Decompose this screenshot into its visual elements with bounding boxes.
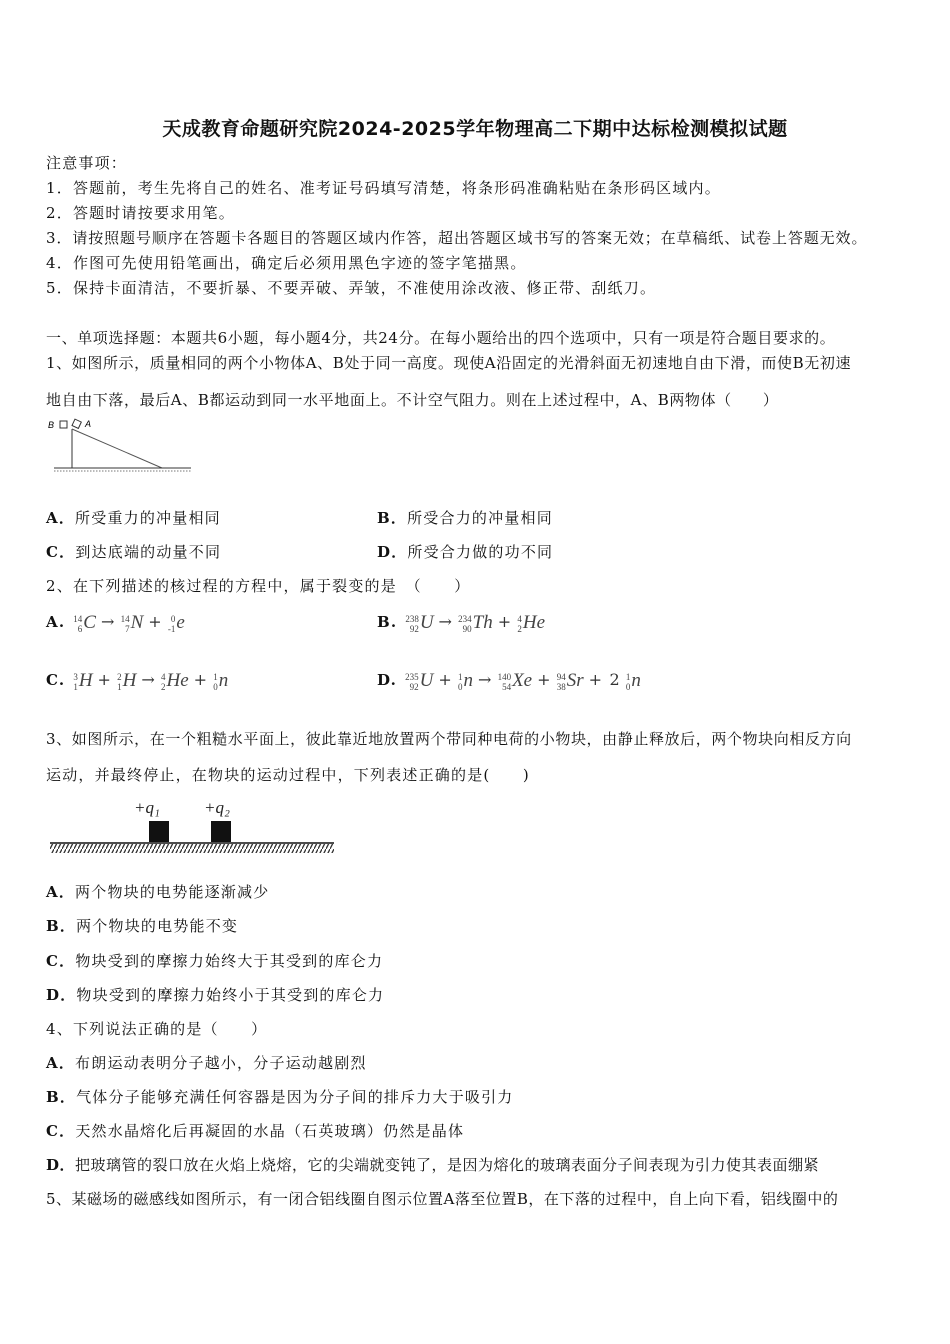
mass-number: 94 [556, 671, 566, 682]
equation-operator: + [193, 670, 209, 689]
mass-number: 235 [405, 671, 419, 682]
option-key: A． [46, 509, 76, 527]
q3-option-b[interactable] [46, 915, 238, 936]
option-key: A． [46, 883, 76, 901]
element-symbol: n [631, 670, 641, 691]
q4-option-d[interactable] [46, 1154, 819, 1175]
equation-operator: → [141, 670, 156, 689]
option-text: 把玻璃管的裂口放在火焰上烧熔，它的尖端就变钝了，是因为熔化的玻璃表面分子间表现为引力使其表面绷紧 [75, 1156, 820, 1174]
element-symbol: C [83, 612, 96, 633]
mass-number: 1 [625, 671, 631, 682]
element-symbol: n [218, 670, 229, 691]
q4-option-a[interactable] [46, 1052, 367, 1073]
mass-number: 238 [405, 613, 419, 624]
q3-stem: 3、如图所示，在一个粗糙水平面上，彼此靠近地放置两个带同种电荷的小物块，由静止释放后，两个物块向相反方向 [46, 730, 852, 748]
mass-number: 0 [170, 613, 176, 624]
notice-item: 5．保持卡面清洁，不要折暴、不要弄破、弄皱，不准使用涂改液、修正带、刮纸刀。 [46, 279, 657, 297]
atomic-number: 1 [117, 681, 122, 692]
option-key: C． [46, 543, 76, 561]
option-text: 所受重力的冲量相同 [75, 509, 221, 527]
atomic-number: 54 [502, 681, 512, 692]
atomic-number: 92 [409, 681, 419, 692]
nuclide [458, 670, 473, 692]
element-symbol: e [176, 612, 185, 633]
option-text: 物块受到的摩擦力始终小于其受到的库仑力 [76, 986, 385, 1004]
atomic-number: 2 [161, 681, 166, 692]
option-text: 到达底端的动量不同 [75, 543, 222, 561]
notice-heading: 注意事项： [46, 154, 128, 172]
option-key: C. [46, 671, 66, 689]
atomic-number: 38 [556, 681, 566, 692]
q2-option-a[interactable] [46, 612, 185, 634]
q5-stem: 5、某磁场的磁感线如图所示，有一闭合铝线圈自图示位置A落至位置B，在下落的过程中，自上向下看，铝线圈中的 [46, 1190, 839, 1208]
q3-option-d[interactable] [46, 984, 384, 1005]
section-heading: 一、单项选择题：本题共6小题，每小题4分，共24分。在每小题给出的四个选项中，只有一项是符合题目要求的。 [46, 329, 836, 347]
q3-option-c[interactable] [46, 950, 383, 971]
element-symbol: Th [472, 612, 493, 633]
charges-figure [46, 793, 336, 858]
atomic-number: 7 [125, 623, 130, 634]
label-a: A [85, 419, 92, 429]
option-key: B． [377, 509, 408, 527]
nuclide [405, 670, 433, 692]
atomic-number: 0 [625, 681, 631, 692]
q2-option-c[interactable] [46, 670, 228, 692]
mass-number: 4 [517, 613, 522, 624]
element-symbol: Sr [566, 670, 584, 691]
q1-option-d[interactable] [377, 541, 553, 562]
mass-number: 14 [73, 613, 83, 624]
element-symbol: He [522, 612, 545, 633]
option-key: B． [46, 1088, 77, 1106]
mass-number: 2 [117, 671, 122, 682]
nuclide [458, 612, 493, 634]
label-b: B [48, 420, 55, 430]
atomic-number: 0 [457, 681, 463, 692]
option-key: D． [46, 1156, 76, 1174]
incline-figure [46, 415, 196, 475]
mass-number: 14 [120, 613, 130, 624]
option-text: 物块受到的摩擦力始终大于其受到的库仑力 [75, 952, 384, 970]
option-key: C． [46, 1122, 76, 1140]
nuclide [168, 612, 185, 634]
atomic-number: 1 [73, 681, 78, 692]
option-key: D. [377, 671, 398, 689]
mass-number: 1 [457, 671, 463, 682]
option-key: A． [46, 1054, 76, 1072]
option-key: B． [46, 917, 77, 935]
atomic-number: 90 [462, 623, 472, 634]
option-text: 两个物块的电势能逐渐减少 [75, 883, 270, 901]
q1-option-c[interactable] [46, 541, 221, 562]
equation-operator: + [148, 612, 163, 631]
q4-option-b[interactable] [46, 1086, 514, 1107]
q3-option-a[interactable] [46, 881, 269, 902]
element-symbol: H [122, 670, 137, 691]
option-text: 两个物块的电势能不变 [76, 917, 239, 935]
atomic-number: 92 [409, 623, 419, 634]
option-text: 天然水晶熔化后再凝固的水晶（石英玻璃）仍然是晶体 [75, 1122, 465, 1140]
q1-stem-cont: 地自由下落，最后A、B都运动到同一水平地面上。不计空气阻力。则在上述过程中，A、B两物体（ ） [46, 391, 779, 409]
element-symbol: H [78, 670, 93, 691]
nuclide [73, 670, 92, 692]
q3-stem-cont: 运动，并最终停止，在物块的运动过程中，下列表述正确的是( ) [46, 766, 530, 784]
q1-option-b[interactable] [377, 507, 553, 528]
equation-operator: → [100, 612, 116, 631]
mass-number: 4 [161, 671, 166, 682]
mass-number: 3 [73, 671, 78, 682]
element-symbol: He [166, 670, 189, 691]
option-key: D． [46, 986, 77, 1004]
nuclide [73, 612, 96, 634]
q2-option-d[interactable] [377, 670, 641, 692]
q4-option-c[interactable] [46, 1120, 464, 1141]
atomic-number: 6 [77, 623, 83, 634]
element-symbol: n [463, 670, 473, 691]
equation-operator: + 2 [588, 670, 621, 689]
q2-option-b[interactable] [377, 612, 545, 634]
element-symbol: N [130, 612, 144, 633]
atomic-number: 2 [517, 623, 522, 634]
mass-number: 234 [458, 613, 472, 624]
nuclide [121, 612, 144, 634]
atomic-number: -1 [167, 623, 176, 634]
q4-stem: 4、下列说法正确的是（ ） [46, 1020, 268, 1038]
element-symbol: Xe [512, 670, 533, 691]
nuclide [405, 612, 433, 634]
option-text: 所受合力做的功不同 [407, 543, 554, 561]
option-text: 布朗运动表明分子越小，分子运动越剧烈 [75, 1054, 367, 1072]
nuclide [213, 670, 228, 692]
mass-number: 140 [497, 671, 512, 682]
notice-item: 3．请按照题号顺序在答题卡各题目的答题区域内作答，超出答题区域书写的答案无效；在草稿纸、试卷上答题无效。 [46, 229, 868, 247]
q1-stem: 1、如图所示，质量相同的两个小物体A、B处于同一高度。现使A沿固定的光滑斜面无初速地自由下滑，而使B无初速 [46, 354, 852, 372]
nuclide [161, 670, 189, 692]
atomic-number: 0 [213, 681, 218, 692]
charge-q1-label: +q₁ [134, 798, 160, 817]
option-key: D． [377, 543, 408, 561]
option-text: 所受合力的冲量相同 [407, 509, 553, 527]
equation-operator: → [477, 670, 493, 689]
option-key: A. [46, 613, 66, 631]
nuclide [626, 670, 641, 692]
element-symbol: U [419, 612, 434, 633]
mass-number: 1 [213, 671, 218, 682]
option-text: 气体分子能够充满任何容器是因为分子间的排斥力大于吸引力 [76, 1088, 514, 1106]
q1-option-a[interactable] [46, 507, 221, 528]
notice-item: 2．答题时请按要求用笔。 [46, 204, 235, 222]
equation-operator: + [97, 670, 113, 689]
q2-stem: 2、在下列描述的核过程的方程中，属于裂变的是 （ ） [46, 577, 471, 595]
option-key: B. [377, 613, 398, 631]
nuclide [498, 670, 533, 692]
notice-item: 4．作图可先使用铅笔画出，确定后必须用黑色字迹的签字笔描黑。 [46, 254, 527, 272]
equation-operator: + [497, 612, 513, 631]
nuclide [517, 612, 545, 634]
element-symbol: U [419, 670, 434, 691]
nuclide [557, 670, 584, 692]
page-title: 天成教育命题研究院2024-2025学年物理高二下期中达标检测模拟试题 [162, 118, 788, 140]
notice-item: 1．答题前，考生先将自己的姓名、准考证号码填写清楚，将条形码准确粘贴在条形码区域内。 [46, 179, 721, 197]
option-key: C． [46, 952, 76, 970]
nuclide [117, 670, 136, 692]
equation-operator: + [537, 670, 552, 689]
equation-operator: + [438, 670, 453, 689]
equation-operator: → [438, 612, 454, 631]
charge-q2-label: +q₂ [204, 798, 230, 817]
